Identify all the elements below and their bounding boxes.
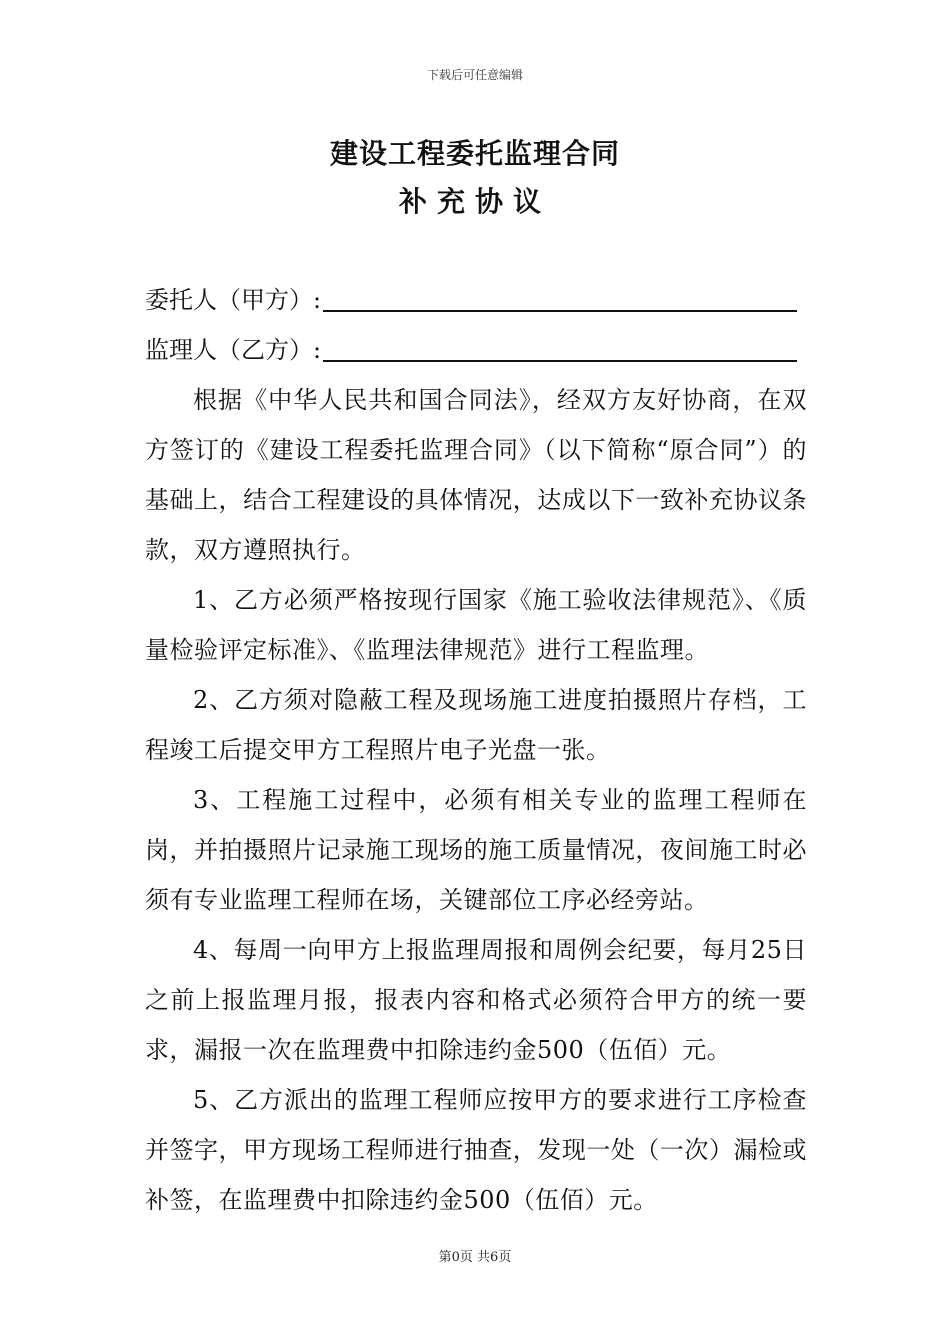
client-party-line (145, 275, 807, 325)
client-label: 委托人（甲方）: (145, 286, 322, 314)
document-title: 建设工程委托监理合同 (329, 137, 620, 170)
clause-1: 1、乙方必须严格按现行国家《施工验收法律规范》、《质量检验评定标准》、《监理法律规范》进行工程监理。 (145, 586, 807, 664)
client-blank-line (323, 310, 797, 312)
document-body (145, 275, 807, 1225)
clause-5: 5、乙方派出的监理工程师应按甲方的要求进行工序检查并签字，甲方现场工程师进行抽查，发现一处（一次）漏检或补签，在监理费中扣除违约金500（伍佰）元。 (145, 1086, 807, 1214)
clause-4: 4、每周一向甲方上报监理周报和周例会纪要，每月25日之前上报监理月报，报表内容和格式必须符合甲方的统一要求，漏报一次在监理费中扣除违约金500（伍佰）元。 (145, 936, 807, 1064)
clause-2: 2、乙方须对隐蔽工程及现场施工进度拍摄照片存档，工程竣工后提交甲方工程照片电子光盘一张。 (145, 686, 807, 764)
supervisor-label: 监理人（乙方）: (145, 336, 322, 364)
intro-paragraph: 根据《中华人民共和国合同法》，经双方友好协商，在双方签订的《建设工程委托监理合同》（以下简称“原合同”）的基础上，结合工程建设的具体情况，达成以下一致补充协议条款，双方遵照执行。 (145, 386, 807, 564)
page-footer: 第0页 共6页 (438, 1250, 512, 1265)
document-subtitle: 补充协议 (398, 185, 551, 218)
header-note: 下载后可任意编辑 (426, 68, 523, 82)
clause-3: 3、工程施工过程中，必须有相关专业的监理工程师在岗，并拍摄照片记录施工现场的施工质量情况，夜间施工时必须有专业监理工程师在场，关键部位工序必经旁站。 (145, 786, 807, 914)
supervisor-party-line (145, 325, 807, 375)
supervisor-blank-line (323, 360, 797, 362)
